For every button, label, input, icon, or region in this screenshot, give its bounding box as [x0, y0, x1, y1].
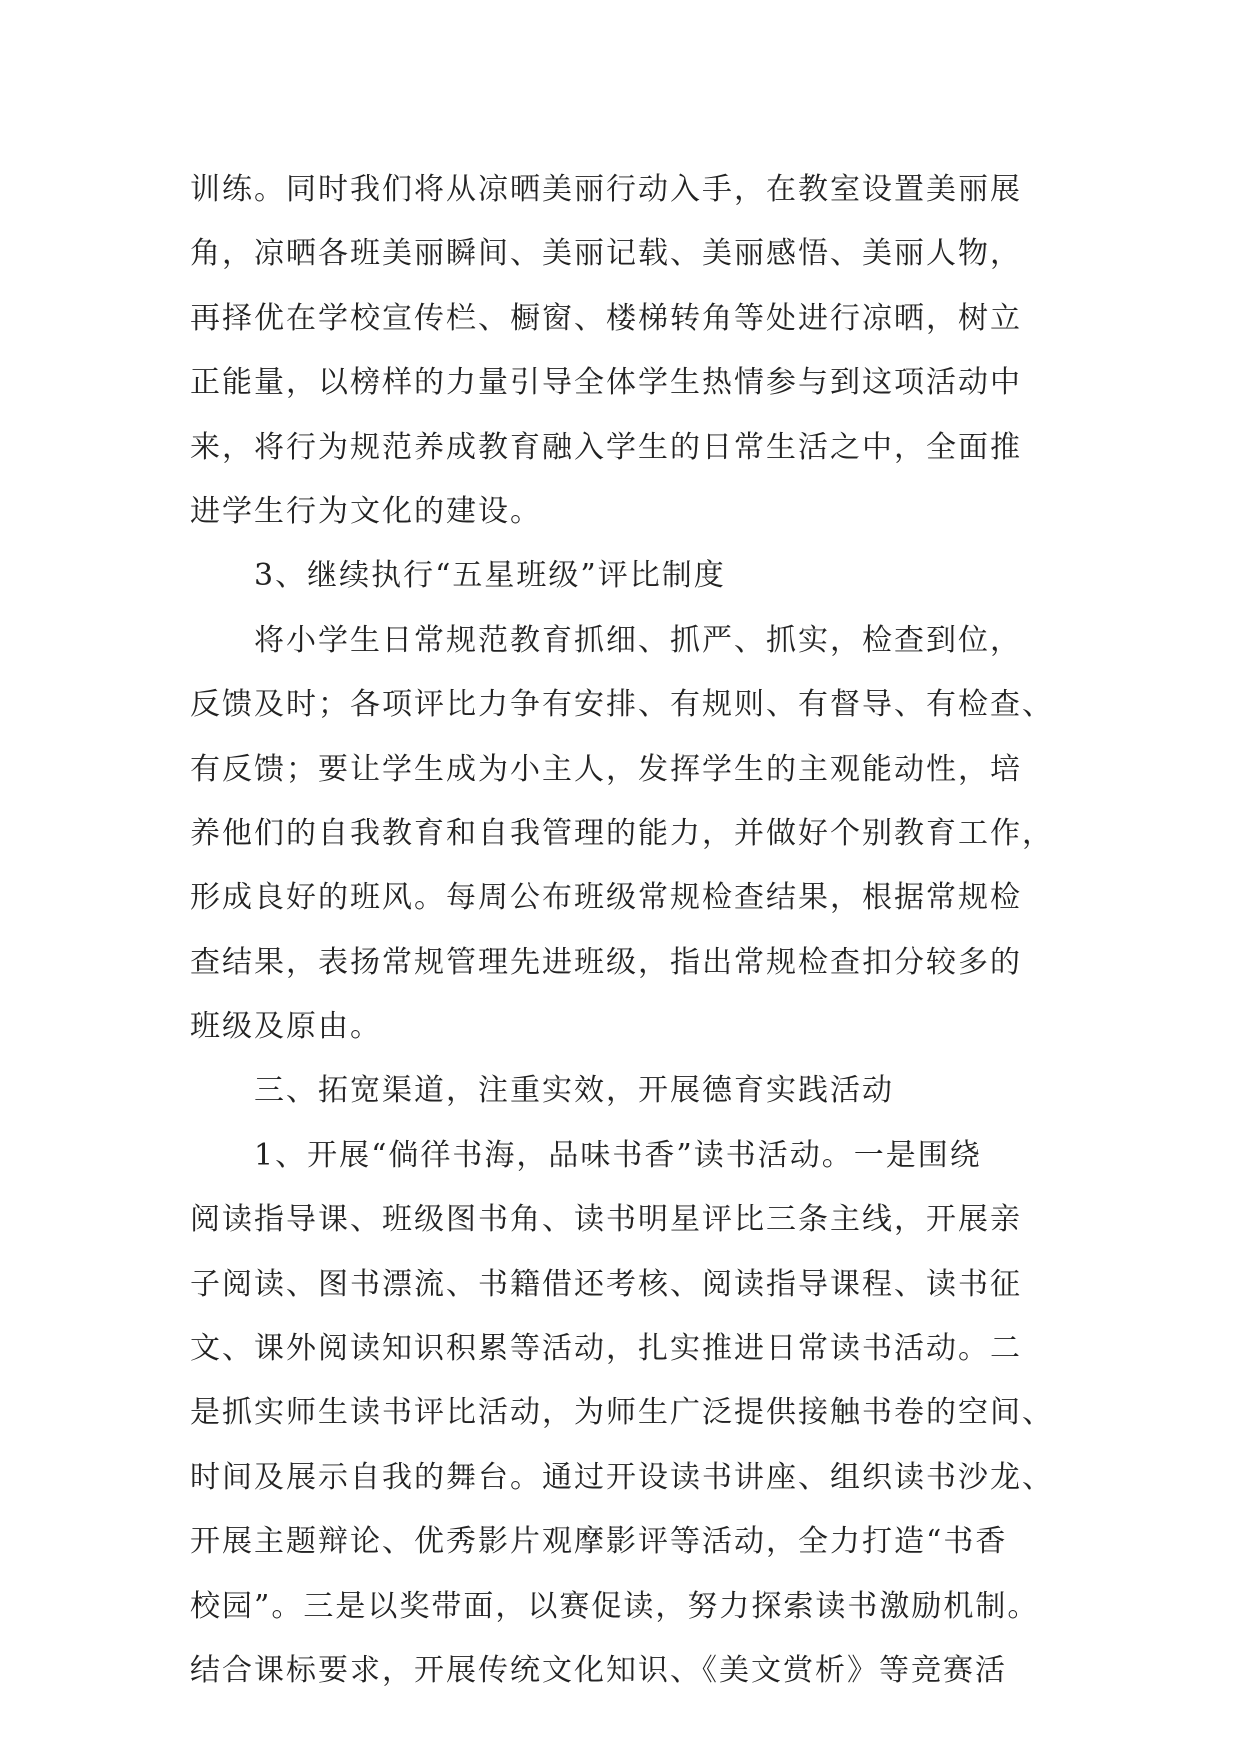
text-line: 形成良好的班风。每周公布班级常规检查结果，根据常规检: [190, 880, 1022, 916]
text-line: 角，凉晒各班美丽瞬间、美丽记载、美丽感悟、美丽人物，: [190, 236, 1022, 272]
text-line: 正能量，以榜样的力量引导全体学生热情参与到这项活动中: [190, 365, 1022, 401]
text-line: 再择优在学校宣传栏、橱窗、楼梯转角等处进行凉晒，树立: [190, 300, 1022, 336]
text-line: 来，将行为规范养成教育融入学生的日常生活之中，全面推: [190, 429, 1022, 465]
text-line: 是抓实师生读书评比活动，为师生广泛提供接触书卷的空间、: [190, 1395, 1054, 1431]
text-line: 反馈及时；各项评比力争有安排、有规则、有督导、有检查、: [190, 687, 1054, 723]
text-line: 阅读指导课、班级图书角、读书明星评比三条主线，开展亲: [190, 1202, 1022, 1238]
text-line: 训练。同时我们将从凉晒美丽行动入手，在教室设置美丽展: [190, 172, 1022, 207]
text-line: 1、开展“倘徉书海，品味书香”读书活动。一是围绕: [254, 1137, 982, 1173]
text-line: 时间及展示自我的舞台。通过开设读书讲座、组织读书沙龙、: [190, 1459, 1054, 1495]
text-line: 将小学生日常规范教育抓细、抓严、抓实，检查到位，: [254, 622, 1022, 658]
section-heading: 3、继续执行“五星班级”评比制度: [254, 558, 726, 594]
document-body: [190, 158, 1070, 1703]
text-line: 校园”。三是以奖带面，以赛促读，努力探索读书激励机制。: [190, 1588, 1040, 1624]
text-line: 文、课外阅读知识积累等活动，扎实推进日常读书活动。二: [190, 1331, 1022, 1367]
text-line: 结合课标要求，开展传统文化知识、《美文赏析》等竞赛活: [190, 1652, 1007, 1688]
text-line: 有反馈；要让学生成为小主人，发挥学生的主观能动性，培: [190, 751, 1022, 787]
text-line: 进学生行为文化的建设。: [190, 493, 542, 529]
text-line: 养他们的自我教育和自我管理的能力，并做好个别教育工作，: [190, 815, 1054, 851]
text-line: 班级及原由。: [190, 1009, 382, 1045]
text-line: 开展主题辩论、优秀影片观摩影评等活动，全力打造“书香: [190, 1524, 1008, 1560]
text-line: 查结果，表扬常规管理先进班级，指出常规检查扣分较多的: [190, 944, 1022, 980]
text-line: 子阅读、图书漂流、书籍借还考核、阅读指导课程、读书征: [190, 1266, 1022, 1302]
section-heading: 三、拓宽渠道，注重实效，开展德育实践活动: [254, 1073, 894, 1109]
